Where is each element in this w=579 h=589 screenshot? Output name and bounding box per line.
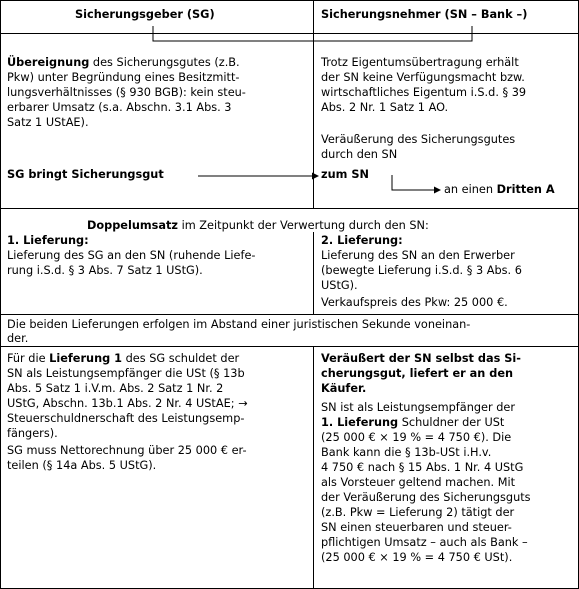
recipient-delivery-line	[321, 416, 504, 431]
rule-section3	[0, 346, 579, 347]
tax-line-7: SN einen steuerbaren und steuer-	[321, 521, 512, 534]
ownership-line-3: wirtschaftliches Eigentum i.S.d. § 39	[321, 86, 527, 99]
net-invoice-line-2: teilen (§ 14a Abs. 5 UStG).	[7, 459, 157, 472]
net-invoice-line-1: SG muss Nettorechnung über 25 000 € er-	[7, 444, 247, 457]
liability-line-4: Steuerschuldnerschaft des Leistungsemp-	[7, 412, 245, 425]
delivery-1-heading: 1. Lieferung:	[7, 234, 89, 247]
delivery-2-line-4: Verkaufspreis des Pkw: 25 000 €.	[321, 296, 508, 309]
liability-bold: Lieferung 1	[49, 352, 122, 365]
tax-line-2: Bank kann die § 13b-USt i.H.v.	[321, 446, 492, 459]
delivery-2-line-2: (bewegte Lieferung i.S.d. § 3 Abs. 6	[321, 264, 522, 277]
transfer-line-3: erbarer Umsatz (s.a. Abschn. 3.1 Abs. 3	[7, 101, 232, 114]
tax-line-9: (25 000 € × 19 % = 4 750 € USt).	[321, 551, 513, 564]
liability-line-5: fängers).	[7, 427, 58, 440]
header-left: Sicherungsgeber (SG)	[75, 8, 215, 21]
resale-bold-line-1: Veräußert der SN selbst das Si-	[321, 352, 521, 365]
third-party-label	[444, 183, 555, 198]
transfer-line-2: lungsverhältnisses (§ 930 BGB): kein steu-	[7, 86, 246, 99]
tax-line-1: (25 000 € × 19 % = 4 750 €). Die	[321, 431, 512, 444]
liability-pre: Für die	[7, 352, 50, 365]
transfer-line-4: Satz 1 UStAE).	[7, 116, 89, 129]
ownership-line-2: der SN keine Verfügungsmacht bzw.	[321, 71, 525, 84]
timing-line-2: der.	[7, 332, 29, 345]
sg-brings-label: SG bringt Sicherungsgut	[7, 168, 164, 181]
liability-line-1: SN als Leistungsempfänger die USt (§ 13b	[7, 367, 245, 380]
tax-line-4: als Vorsteuer geltend machen. Mit	[321, 476, 516, 489]
double-turnover-title	[87, 219, 429, 234]
recipient-rest: Schuldner der USt	[398, 416, 505, 429]
tax-line-8: pflichtigen Umsatz – auch als Bank –	[321, 536, 528, 549]
rule-section1	[0, 208, 579, 209]
liability-first-line	[7, 352, 239, 367]
divider-bottom	[313, 346, 314, 589]
double-turnover-rest: im Zeitpunkt der Verwertung durch den SN:	[177, 219, 429, 232]
resale-bold-line-3: Käufer.	[321, 382, 367, 395]
delivery-1-line-1: Lieferung des SG an den SN (ruhende Liefe-	[7, 249, 256, 262]
liability-line-3: UStG, Abschn. 13b.1 Abs. 2 Nr. 4 UStAE; →	[7, 397, 248, 410]
to-sn-label: zum SN	[321, 168, 369, 181]
ownership-line-4: Abs. 2 Nr. 1 Satz 1 AO.	[321, 101, 449, 114]
tax-line-3: 4 750 € nach § 15 Abs. 1 Nr. 4 UStG	[321, 461, 524, 474]
timing-line-1: Die beiden Lieferungen erfolgen im Abstand einer juristischen Sekunde voneinan-	[7, 318, 471, 331]
double-turnover-bold: Doppelumsatz	[87, 219, 178, 232]
third-bold: Dritten A	[496, 183, 555, 196]
delivery-2-heading: 2. Lieferung:	[321, 234, 403, 247]
transfer-line-1: Pkw) unter Begründung eines Besitzmitt-	[7, 71, 240, 84]
transfer-rest: des Sicherungsgutes (z.B.	[89, 56, 240, 69]
tax-line-6: (z.B. Pkw = Lieferung 2) tätigt der	[321, 506, 515, 519]
header-right: Sicherungsnehmer (SN – Bank –)	[321, 8, 528, 21]
sale-line-1: Veräußerung des Sicherungsgutes	[321, 133, 516, 146]
tax-line-5: der Veräußerung des Sicherungsguts	[321, 491, 531, 504]
resale-bold-line-2: cherungsgut, liefert er an den	[321, 367, 514, 380]
transfer-text	[7, 56, 240, 71]
rule-header	[0, 33, 579, 34]
recipient-line: SN ist als Leistungsempfänger der	[321, 401, 515, 414]
rule-section2	[0, 314, 579, 315]
delivery-1-line-2: rung i.S.d. § 3 Abs. 7 Satz 1 UStG).	[7, 264, 203, 277]
delivery-2-line-1: Lieferung des SN an den Erwerber	[321, 249, 515, 262]
recipient-bold: 1. Lieferung	[321, 416, 399, 429]
ownership-line-1: Trotz Eigentumsübertragung erhält	[321, 56, 519, 69]
liability-line-2: Abs. 5 Satz 1 i.V.m. Abs. 2 Satz 1 Nr. 2	[7, 382, 224, 395]
delivery-2-line-3: UStG).	[321, 279, 358, 292]
third-prefix: an einen	[444, 183, 497, 196]
sale-line-2: durch den SN	[321, 148, 398, 161]
divider-middle	[313, 232, 314, 315]
transfer-bold: Übereignung	[7, 56, 90, 69]
divider-top	[313, 0, 314, 209]
liability-post: des SG schuldet der	[122, 352, 240, 365]
